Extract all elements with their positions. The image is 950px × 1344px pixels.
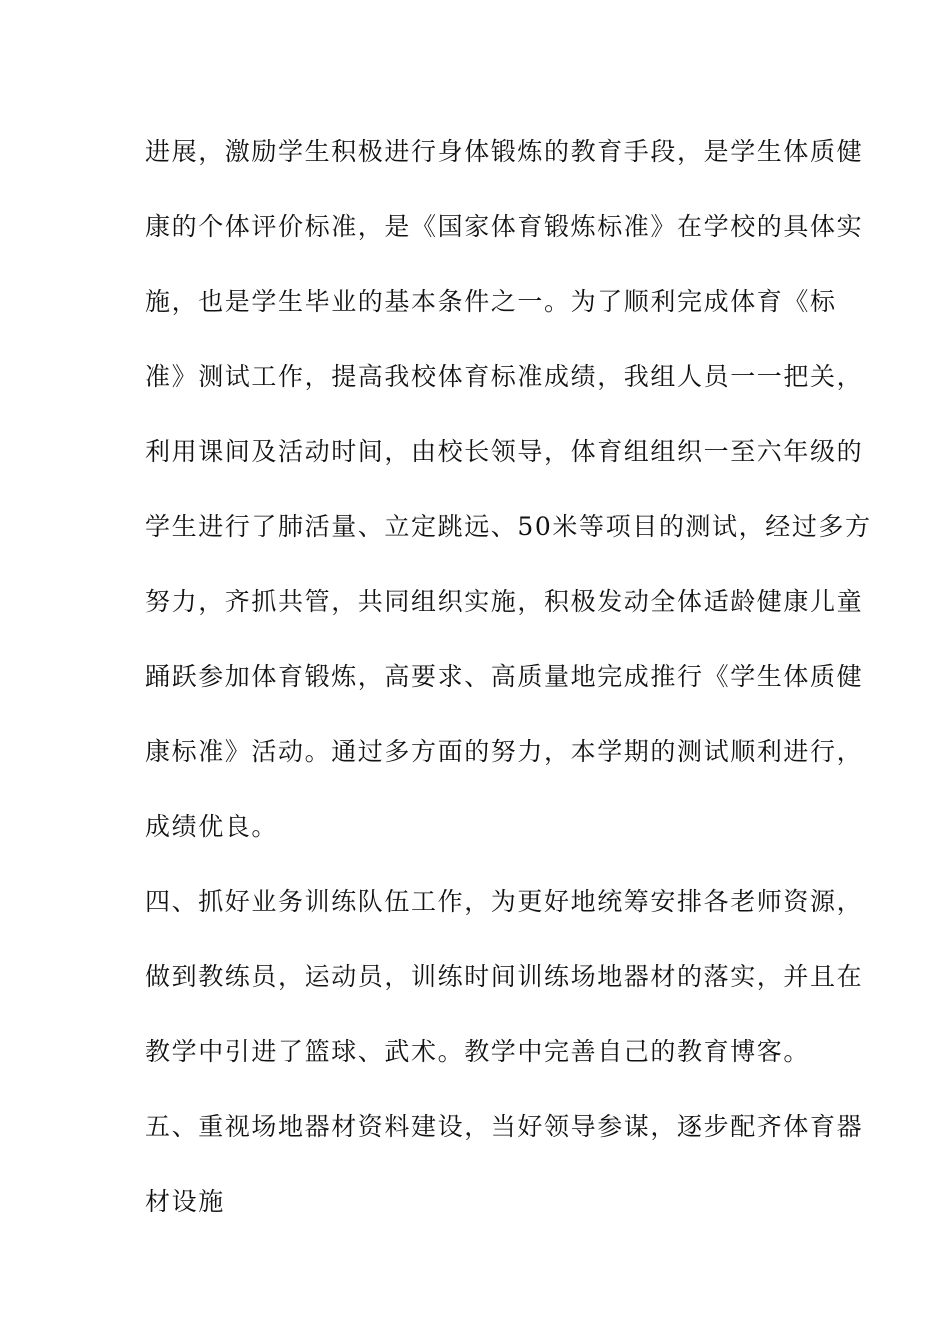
paragraph-line: 进展，激励学生积极进行身体锻炼的教育手段，是学生体质健 [145,137,864,166]
paragraph-line: 教学中引进了篮球、武术。教学中完善自己的教育博客。 [145,1037,811,1066]
paragraph-line: 材设施 [145,1187,225,1216]
paragraph-line: 利用课间及活动时间，由校长领导，体育组组织一至六年级的 [145,437,864,466]
paragraph-line: 四、抓好业务训练队伍工作，为更好地统筹安排各老师资源， [145,887,864,916]
paragraph-line: 学生进行了肺活量、立定跳远、50米等项目的测试，经过多方 [145,512,872,541]
paragraph-line: 努力，齐抓共管，共同组织实施，积极发动全体适龄健康儿童 [145,587,864,616]
paragraph-line: 五、重视场地器材资料建设，当好领导参谋，逐步配齐体育器 [145,1112,864,1141]
paragraph-line: 做到教练员，运动员，训练时间训练场地器材的落实，并且在 [145,962,864,991]
paragraph-line: 准》测试工作，提高我校体育标准成绩，我组人员一一把关， [145,362,864,391]
paragraph-line: 成绩优良。 [145,812,279,841]
paragraph-line: 康的个体评价标准，是《国家体育锻炼标准》在学校的具体实 [145,212,864,241]
paragraph-line: 康标准》活动。通过多方面的努力，本学期的测试顺利进行， [145,737,864,766]
paragraph-line: 施，也是学生毕业的基本条件之一。为了顺利完成体育《标 [145,287,837,316]
paragraph-line: 踊跃参加体育锻炼，高要求、高质量地完成推行《学生体质健 [145,662,864,691]
